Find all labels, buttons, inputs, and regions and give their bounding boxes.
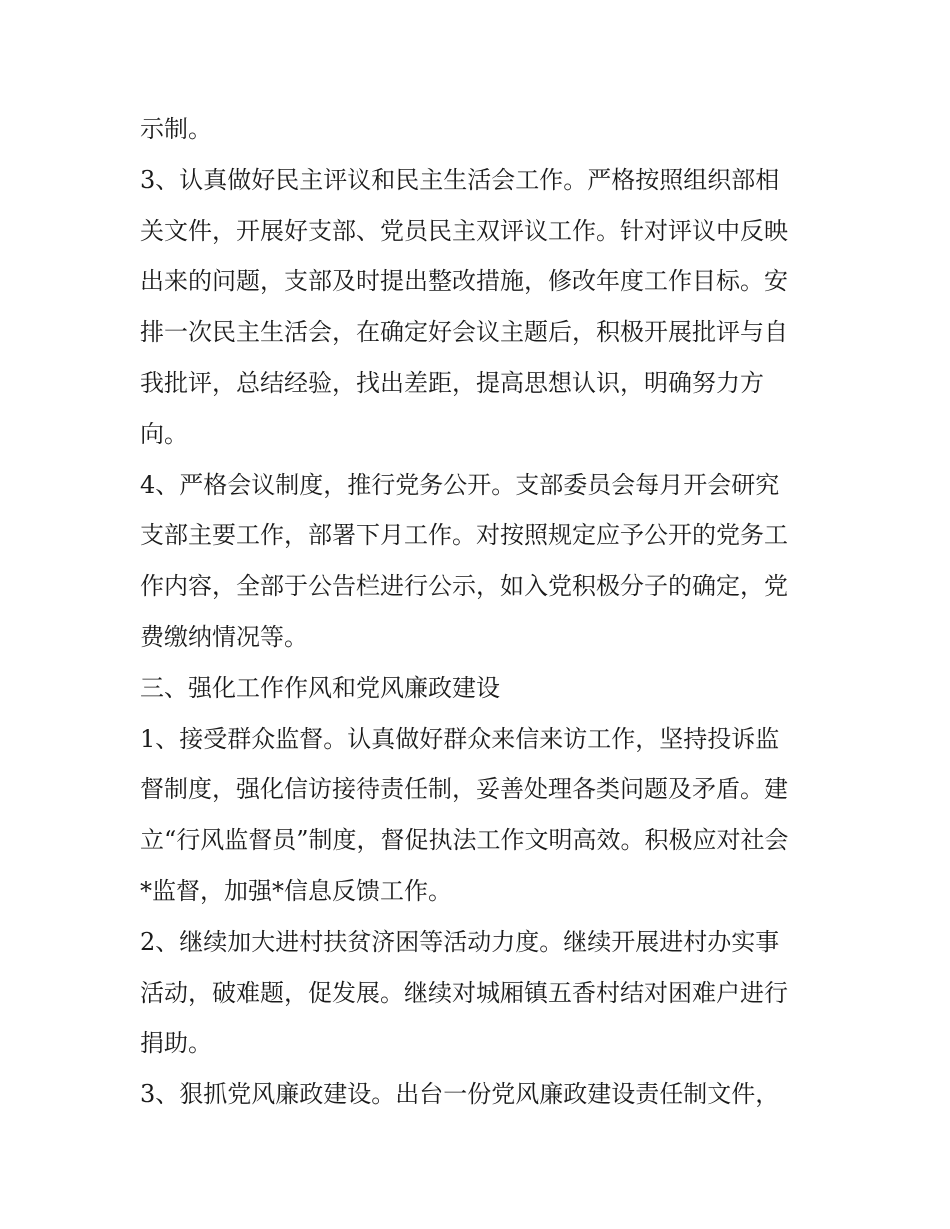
paragraph-item-2-poverty-relief bbox=[140, 917, 820, 1069]
paragraph-item-1-public-supervision bbox=[140, 714, 820, 917]
section-heading-3 bbox=[140, 663, 820, 714]
text-line: 3、狠抓党风廉政建设。出台一份党风廉政建设责任制文件， bbox=[140, 1080, 780, 1109]
text-line: *监督，加强*信息反馈工作。 bbox=[140, 876, 452, 905]
text-line: 2、继续加大进村扶贫济困等活动力度。继续开展进村办实事 bbox=[140, 927, 780, 956]
text-line: 支部主要工作，部署下月工作。对按照规定应予公开的党务工 bbox=[140, 521, 788, 550]
text-line: 4、严格会议制度，推行党务公开。支部委员会每月开会研究 bbox=[140, 470, 780, 499]
text-line: 立“行风监督员”制度，督促执法工作文明高效。积极应对社会 bbox=[140, 826, 789, 855]
text-line: 关文件，开展好支部、党员民主双评议工作。针对评议中反映 bbox=[140, 216, 788, 245]
text-line: 1、接受群众监督。认真做好群众来信来访工作，坚持投诉监 bbox=[140, 724, 780, 753]
text-line: 督制度，强化信访接待责任制，妥善处理各类问题及矛盾。建 bbox=[140, 775, 788, 804]
text-line: 活动，破难题，促发展。继续对城厢镇五香村结对困难户进行 bbox=[140, 978, 788, 1007]
paragraph-item-3-clean-governance bbox=[140, 1069, 820, 1120]
heading-line: 三、强化工作作风和党风廉政建设 bbox=[140, 673, 500, 702]
document-body bbox=[140, 104, 820, 1120]
paragraph-item-4-meeting-system bbox=[140, 460, 820, 663]
text-line: 费缴纳情况等。 bbox=[140, 622, 308, 651]
text-line: 出来的问题，支部及时提出整改措施，修改年度工作目标。安 bbox=[140, 267, 788, 296]
text-line: 作内容，全部于公告栏进行公示，如入党积极分子的确定，党 bbox=[140, 572, 788, 601]
text-line: 捐助。 bbox=[140, 1029, 212, 1058]
text-line: 向。 bbox=[140, 419, 188, 448]
paragraph-item-3-democratic-review bbox=[140, 155, 820, 460]
text-line: 我批评，总结经验，找出差距，提高思想认识，明确努力方 bbox=[140, 368, 764, 397]
text-line: 排一次民主生活会，在确定好会议主题后，积极开展批评与自 bbox=[140, 318, 788, 347]
paragraph-continuation bbox=[140, 104, 820, 155]
text-line: 3、认真做好民主评议和民主生活会工作。严格按照组织部相 bbox=[140, 165, 780, 194]
text-line: 示制。 bbox=[140, 115, 212, 143]
